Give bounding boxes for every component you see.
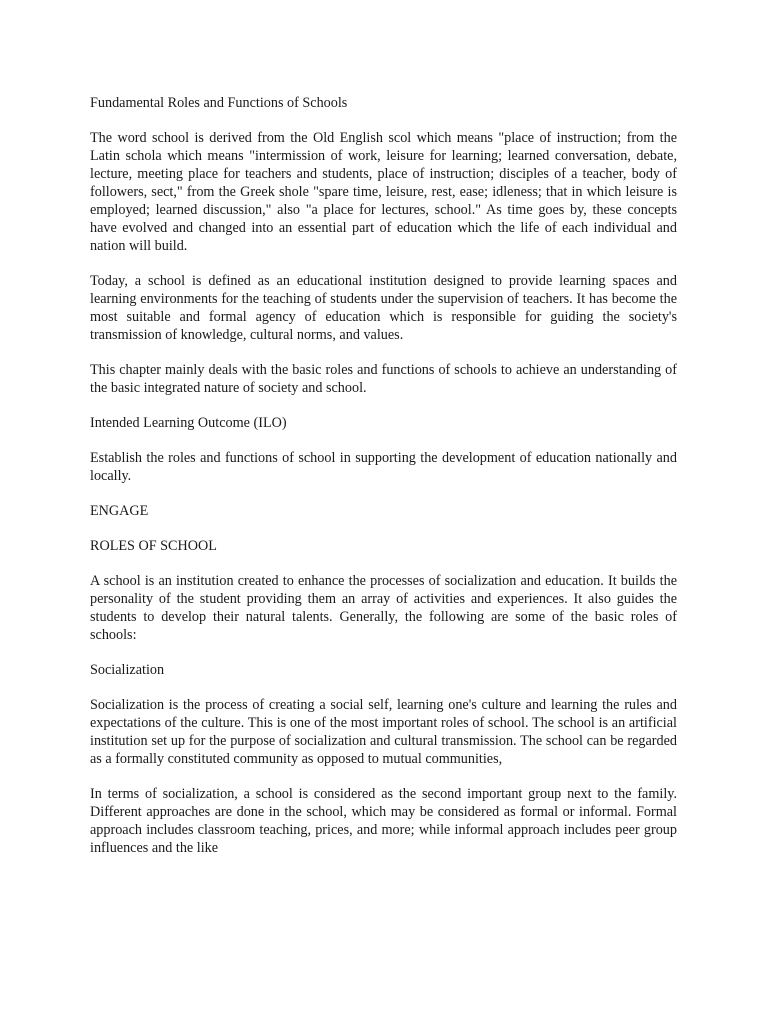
socialization-paragraph-2: In terms of socialization, a school is considered as the second important group next to the family. Different approaches are done in the school, which may be considered as formal or informal. Formal approach includes classroom teaching, prices, and more; while informal approach includes peer group influences and the like (90, 786, 677, 856)
paragraph-definition: Today, a school is defined as an educational institution designed to provide learning spaces and learning environments for the teaching of students under the supervision of teachers. It has become the most suitable and formal agency of education which is responsible for guiding the society's transmission of knowledge, cultural norms, and values. (90, 273, 677, 343)
socialization-paragraph-1: Socialization is the process of creating a social self, learning one's culture and learning the rules and expectations of the culture. This is one of the most important roles of school. The school is an artificial institution set up for the purpose of socialization and cultural transmission. The school can be regarded as a formally constituted community as opposed to mutual communities, (90, 697, 677, 767)
ilo-text: Establish the roles and functions of school in supporting the development of education nationally and locally. (90, 450, 677, 484)
roles-heading: ROLES OF SCHOOL (90, 538, 217, 554)
socialization-heading: Socialization (90, 662, 165, 678)
document-page (90, 94, 677, 874)
roles-intro: A school is an institution created to enhance the processes of socialization and education. It builds the personality of the student providing them an array of activities and experiences. It also guides the students to develop their natural talents. Generally, the following are some of the basic roles of schools: (90, 573, 677, 643)
ilo-heading: Intended Learning Outcome (ILO) (90, 415, 287, 431)
document-title: Fundamental Roles and Functions of Schools (90, 95, 348, 111)
paragraph-etymology: The word school is derived from the Old English scol which means "place of instruction; from the Latin schola which means "intermission of work, leisure for learning; learned conversation, debate, lecture, meeting place for teachers and students, place of instruction; disciples of a teacher, body of followers, sect," from the Greek shole "spare time, leisure, rest, ease; idleness; that in which leisure is employed; learned discussion," also "a place for lectures, school." As time goes by, these concepts have evolved and changed into an essential part of education which the life of each individual and nation will build. (90, 130, 677, 254)
paragraph-chapter-scope: This chapter mainly deals with the basic roles and functions of schools to achieve an understanding of the basic integrated nature of society and school. (90, 362, 677, 396)
engage-heading: ENGAGE (90, 503, 149, 519)
